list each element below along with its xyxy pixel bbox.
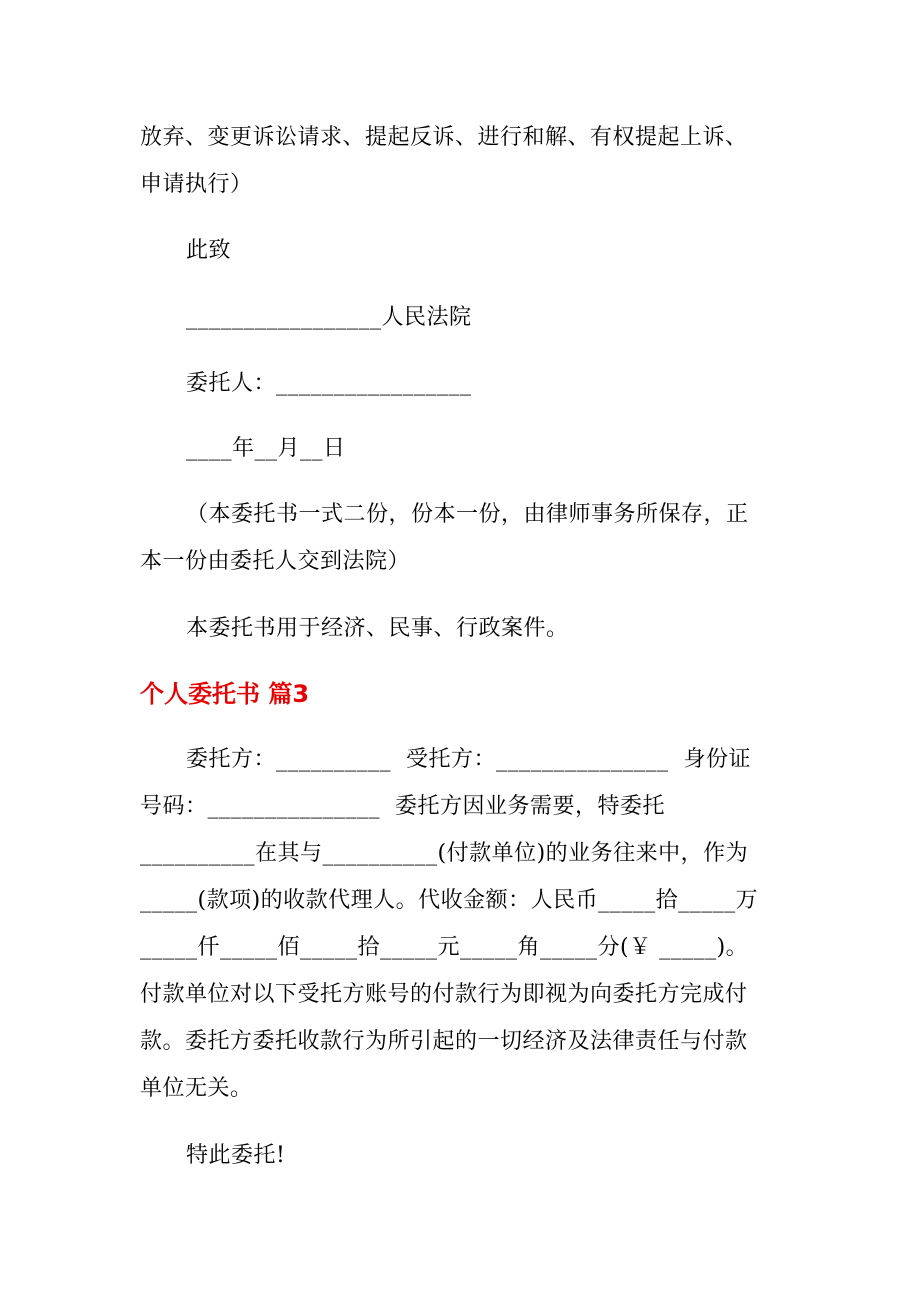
note-line-1: （本委托书一式二份，份本一份，由律师事务所保存，正	[186, 502, 749, 527]
paragraph-line-authority-continued: 放弃、变更诉讼请求、提起反诉、进行和解、有权提起上诉、	[140, 125, 748, 150]
body-line-6: 付款单位对以下受托方账号的付款行为即视为向委托方完成付	[140, 982, 748, 1007]
court-name-blank: _________________人民法院	[186, 305, 472, 330]
body-line-3: __________在其与__________(付款单位)的业务往来中，作为	[140, 841, 749, 866]
section-heading: 个人委托书 篇3	[140, 680, 310, 708]
usage-note: 本委托书用于经济、民事、行政案件。	[186, 616, 569, 641]
salutation: 此致	[186, 238, 232, 263]
body-line-8: 单位无关。	[140, 1076, 253, 1101]
body-line-4: _____(款项)的收款代理人。代收金额：人民币_____拾_____万	[140, 888, 759, 913]
note-line-2: 本一份由委托人交到法院）	[140, 549, 411, 574]
date-blank: ____年__月__日	[186, 436, 346, 461]
body-line-5: _____仟_____佰_____拾_____元_____角_____分(￥ _____)。	[140, 935, 749, 960]
body-line-2: 号码：_______________ 委托方因业务需要，特委托	[140, 794, 665, 819]
body-line-1: 委托方：__________ 受托方：_______________ 身份证	[186, 747, 751, 772]
principal-signature-blank: 委托人：_________________	[186, 371, 472, 396]
closing-phrase: 特此委托!	[186, 1143, 286, 1168]
paragraph-line-authority-end: 申请执行）	[140, 172, 253, 197]
body-line-7: 款。委托方委托收款行为所引起的一切经济及法律责任与付款	[140, 1029, 748, 1054]
